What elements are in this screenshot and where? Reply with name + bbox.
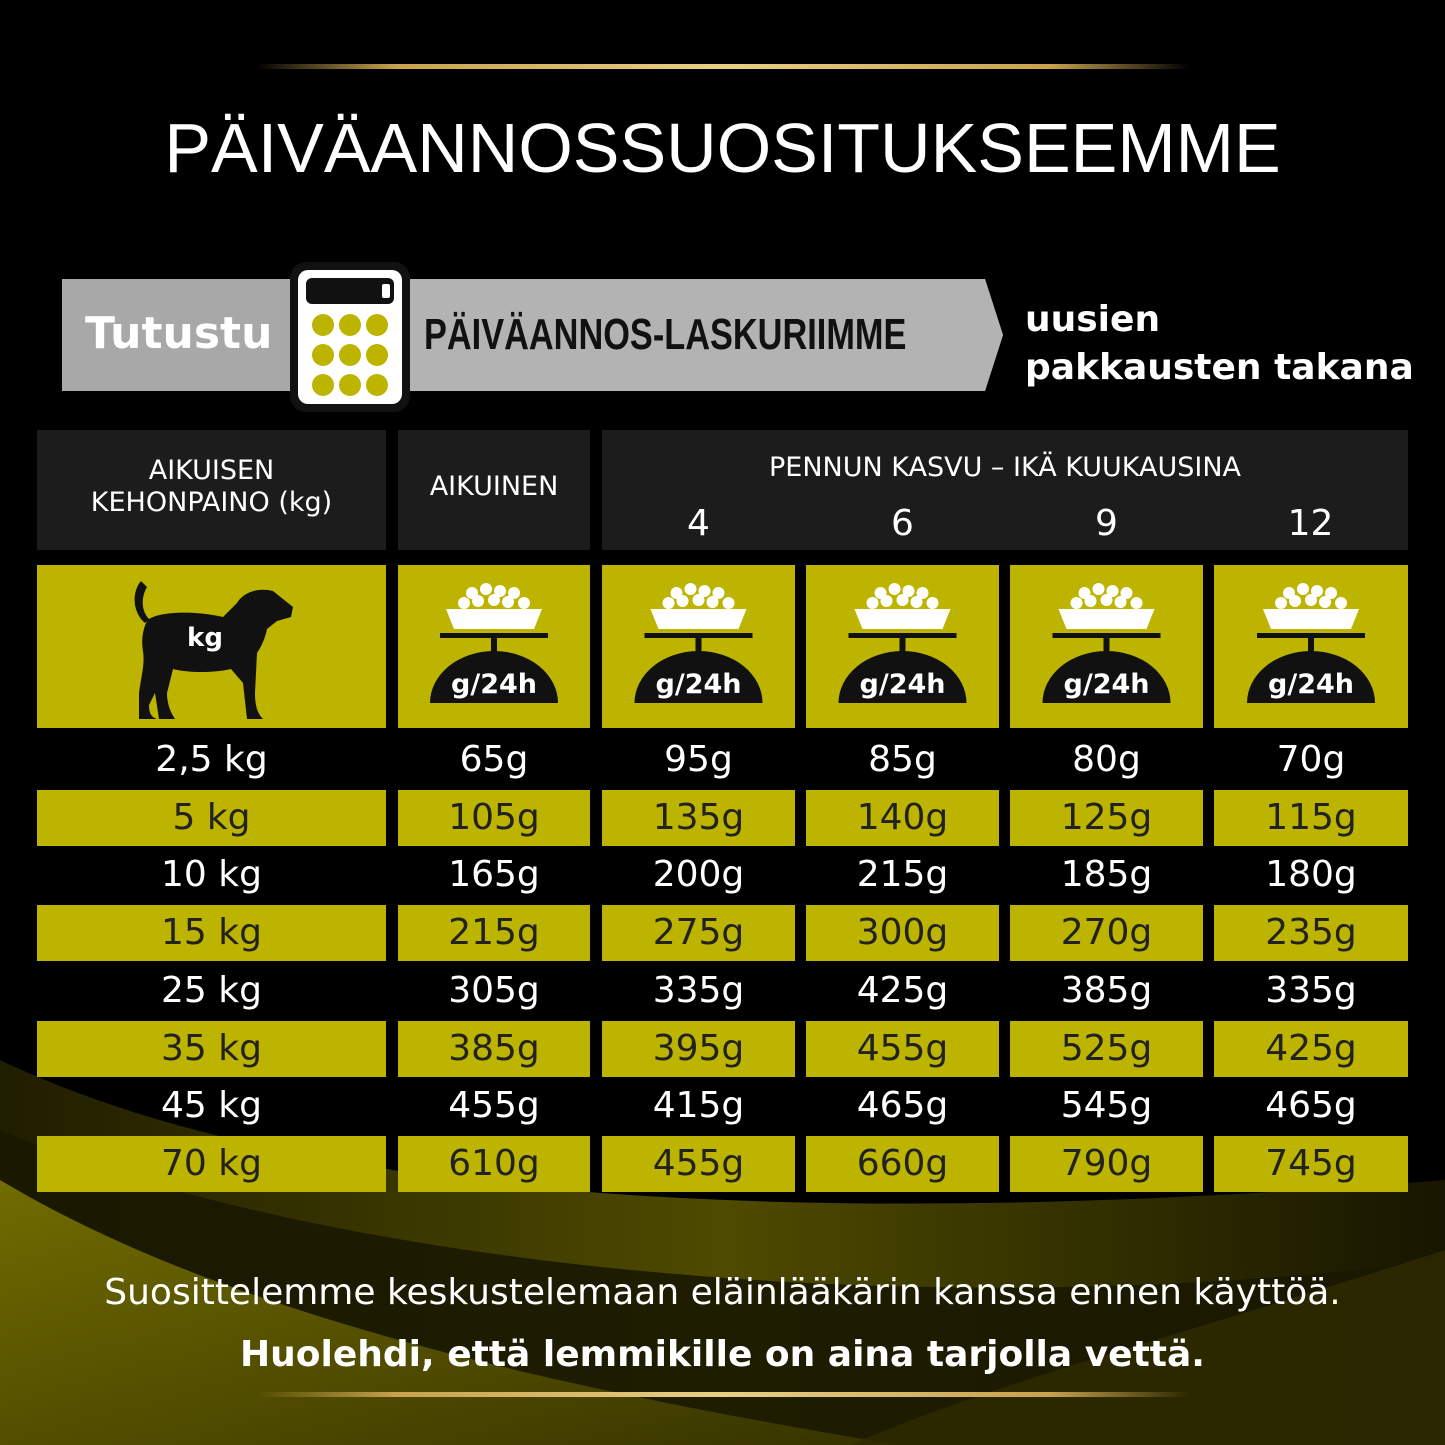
table-cell-age-4: 275g bbox=[602, 905, 795, 961]
weight-icon-label: kg bbox=[187, 623, 223, 653]
food-bowl-scale-icon bbox=[1214, 565, 1408, 728]
table-row-weight: 25 kg bbox=[161, 970, 262, 1011]
food-bowl-scale-icon bbox=[602, 565, 795, 728]
table-cell-age-6: 455g bbox=[806, 1021, 999, 1077]
portion-icon-cell-age-4 bbox=[602, 565, 795, 728]
table-cell-age-6: 140g bbox=[806, 790, 999, 846]
table-cell-age-6: 660g bbox=[806, 1136, 999, 1192]
table-cell-age-9: 80g bbox=[1072, 739, 1141, 780]
header-puppy-label: PENNUN KASVU – IKÄ KUUKAUSINA bbox=[769, 452, 1241, 483]
table-cell-age-12: 235g bbox=[1214, 905, 1408, 961]
table-cell-age-4: 200g bbox=[652, 854, 745, 895]
banner-side-line1: uusien bbox=[1025, 299, 1161, 340]
portion-icon-label: g/24h bbox=[1063, 669, 1150, 700]
banner-side-line2: pakkausten takana bbox=[1025, 347, 1414, 388]
table-cell-age-9: 125g bbox=[1010, 790, 1203, 846]
table-row-weight: 5 kg bbox=[37, 790, 386, 846]
table-cell-age-12: 70g bbox=[1276, 739, 1346, 780]
table-cell-age-6: 300g bbox=[806, 905, 999, 961]
table-cell-age-9: 525g bbox=[1010, 1021, 1203, 1077]
header-weight-line2: KEHONPAINO (kg) bbox=[90, 487, 333, 518]
table-cell-age-4: 95g bbox=[664, 739, 733, 780]
table-cell-adult: 105g bbox=[398, 790, 590, 846]
top-gold-divider bbox=[256, 64, 1190, 69]
header-age-4: 4 bbox=[687, 503, 710, 544]
table-row-weight: 45 kg bbox=[161, 1085, 262, 1126]
table-cell-age-4: 135g bbox=[602, 790, 795, 846]
header-adult bbox=[398, 430, 590, 550]
table-cell-age-6: 465g bbox=[856, 1085, 949, 1126]
table-cell-adult: 610g bbox=[398, 1136, 590, 1192]
header-weight bbox=[37, 430, 386, 550]
bottom-gold-divider bbox=[256, 1392, 1190, 1397]
table-row-weight: 15 kg bbox=[37, 905, 386, 961]
food-bowl-scale-icon bbox=[806, 565, 999, 728]
header-age-9: 9 bbox=[1095, 503, 1118, 544]
table-cell-adult: 305g bbox=[448, 970, 540, 1011]
table-cell-age-9: 385g bbox=[1060, 970, 1153, 1011]
header-age-12: 12 bbox=[1287, 503, 1334, 544]
table-cell-age-6: 425g bbox=[856, 970, 949, 1011]
table-cell-age-4: 455g bbox=[602, 1136, 795, 1192]
table-row-weight: 35 kg bbox=[37, 1021, 386, 1077]
portion-icon-label: g/24h bbox=[655, 669, 742, 700]
footer-note-vet: Suosittelemme keskustelemaan eläinlääkärin kanssa ennen käyttöä. bbox=[104, 1272, 1341, 1313]
table-cell-age-12: 745g bbox=[1214, 1136, 1408, 1192]
table-cell-age-9: 790g bbox=[1010, 1136, 1203, 1192]
table-cell-age-4: 335g bbox=[652, 970, 745, 1011]
food-bowl-scale-icon bbox=[1010, 565, 1203, 728]
page-title: PÄIVÄANNOSSUOSITUKSEEMME bbox=[164, 109, 1281, 187]
table-row-weight: 70 kg bbox=[37, 1136, 386, 1192]
banner-lead: Tutustu bbox=[85, 308, 273, 359]
portion-icon-label: g/24h bbox=[859, 669, 946, 700]
portion-icon-cell-adult bbox=[398, 565, 590, 728]
banner-main-text: PÄIVÄANNOS-LASKURIIMME bbox=[424, 310, 907, 359]
portion-icon-cell-age-9 bbox=[1010, 565, 1203, 728]
header-puppy bbox=[602, 430, 1408, 550]
table-cell-age-12: 335g bbox=[1265, 970, 1357, 1011]
table-cell-age-12: 425g bbox=[1214, 1021, 1408, 1077]
table-cell-age-9: 270g bbox=[1010, 905, 1203, 961]
table-cell-adult: 385g bbox=[398, 1021, 590, 1077]
header-adult-label: AIKUINEN bbox=[429, 471, 559, 502]
table-cell-age-6: 85g bbox=[868, 739, 937, 780]
weight-icon-cell bbox=[37, 565, 386, 728]
header-weight-line1: AIKUISEN bbox=[148, 455, 275, 486]
table-cell-age-4: 395g bbox=[602, 1021, 795, 1077]
table-row-weight: 2,5 kg bbox=[155, 739, 268, 780]
table-cell-age-12: 465g bbox=[1265, 1085, 1357, 1126]
table-cell-age-9: 185g bbox=[1060, 854, 1153, 895]
table-cell-age-6: 215g bbox=[856, 854, 949, 895]
table-cell-adult: 165g bbox=[448, 854, 540, 895]
calculator-icon bbox=[286, 258, 414, 416]
table-cell-adult: 455g bbox=[448, 1085, 540, 1126]
banner-side-text bbox=[1025, 296, 1414, 392]
table-cell-adult: 215g bbox=[398, 905, 590, 961]
header-age-6: 6 bbox=[891, 503, 914, 544]
portion-icon-cell-age-12 bbox=[1214, 565, 1408, 728]
table-cell-age-4: 415g bbox=[652, 1085, 745, 1126]
portion-icon-cell-age-6 bbox=[806, 565, 999, 728]
table-cell-age-12: 180g bbox=[1265, 854, 1357, 895]
portion-icon-label: g/24h bbox=[451, 669, 537, 700]
table-cell-age-12: 115g bbox=[1214, 790, 1408, 846]
footer-note-water: Huolehdi, että lemmikille on aina tarjolla vettä. bbox=[240, 1334, 1205, 1375]
food-bowl-scale-icon bbox=[398, 565, 590, 728]
table-row-weight: 10 kg bbox=[161, 854, 262, 895]
table-cell-age-9: 545g bbox=[1060, 1085, 1153, 1126]
portion-icon-label: g/24h bbox=[1268, 669, 1354, 700]
table-cell-adult: 65g bbox=[459, 739, 529, 780]
